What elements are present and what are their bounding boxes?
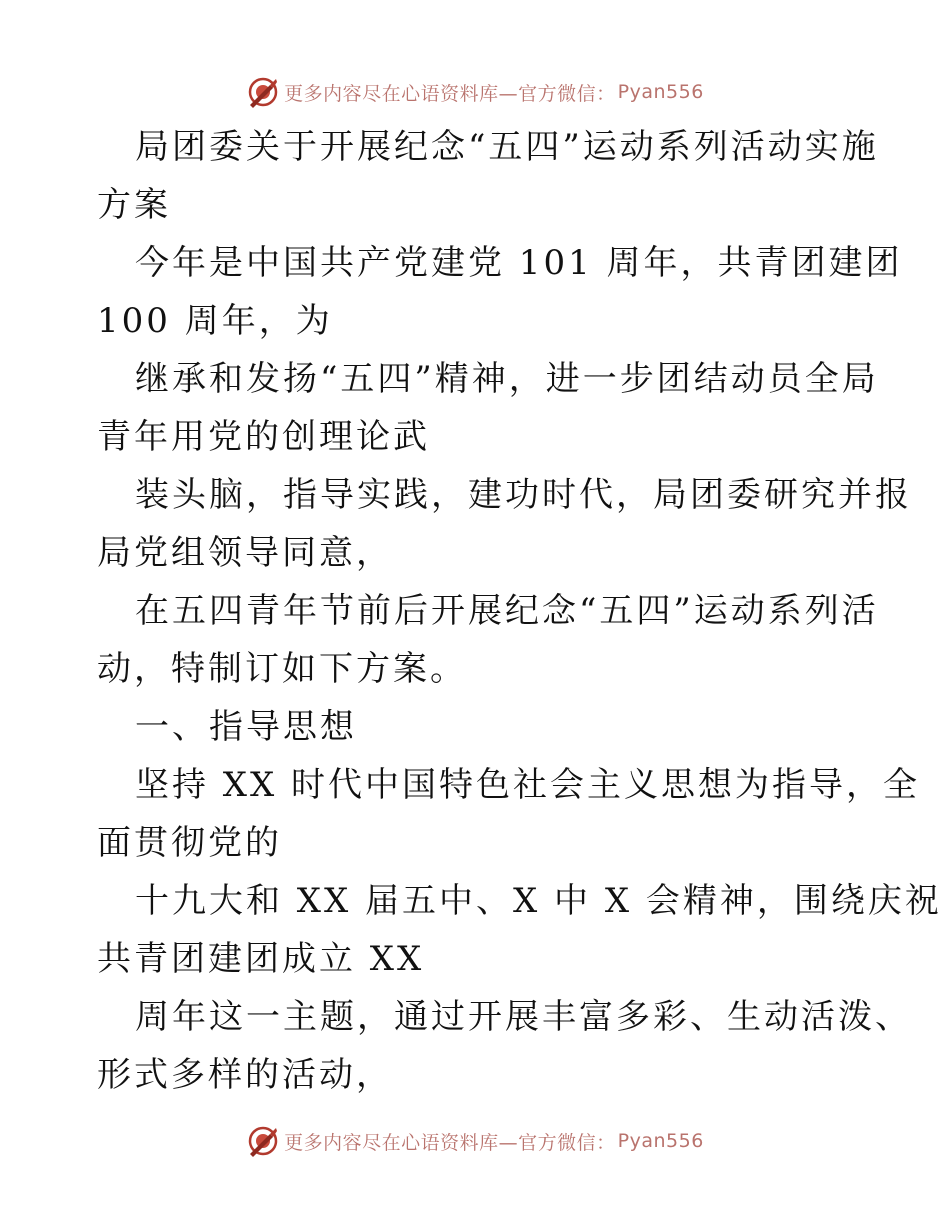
- title-line-1: 局团委关于开展纪念“五四”运动系列活动实施: [135, 127, 879, 167]
- paragraph-line: 装头脑，指导实践，建功时代，局团委研究并报: [135, 475, 912, 515]
- paragraph-line: 十九大和 XX 届五中、X 中 X 会精神，围绕庆祝: [135, 881, 942, 921]
- pen-logo-icon: [246, 75, 280, 109]
- watermark-text: 更多内容尽在心语资料库—官方微信：: [284, 1131, 616, 1154]
- footer-watermark: [0, 1121, 950, 1161]
- paragraph-line: 100 周年，为: [97, 301, 333, 341]
- paragraph-line: 动，特制订如下方案。: [97, 649, 467, 689]
- title-line-2: 方案: [97, 185, 171, 225]
- watermark-wechat-id: Pyan556: [617, 81, 704, 103]
- paragraph-line: 局党组领导同意，: [97, 533, 393, 573]
- paragraph-line: 周年这一主题，通过开展丰富多彩、生动活泼、: [135, 997, 912, 1037]
- section-heading: 一、指导思想: [135, 707, 357, 747]
- pen-logo-icon: [246, 1124, 280, 1158]
- paragraph-line: 形式多样的活动，: [97, 1055, 393, 1095]
- watermark-text: 更多内容尽在心语资料库—官方微信：: [284, 82, 616, 105]
- paragraph-line: 继承和发扬“五四”精神，进一步团结动员全局: [135, 359, 879, 399]
- paragraph-line: 今年是中国共产党建党 101 周年，共青团建团: [135, 243, 903, 283]
- document-body: [97, 118, 942, 1104]
- paragraph-line: 在五四青年节前后开展纪念“五四”运动系列活: [135, 591, 879, 631]
- watermark-wechat-id: Pyan556: [617, 1130, 704, 1152]
- paragraph-line: 坚持 XX 时代中国特色社会主义思想为指导，全: [135, 765, 921, 805]
- paragraph-line: 青年用党的创理论武: [97, 417, 430, 457]
- paragraph-line: 共青团建团成立 XX: [97, 939, 425, 979]
- paragraph-line: 面贯彻党的: [97, 823, 282, 863]
- header-watermark: [0, 72, 950, 112]
